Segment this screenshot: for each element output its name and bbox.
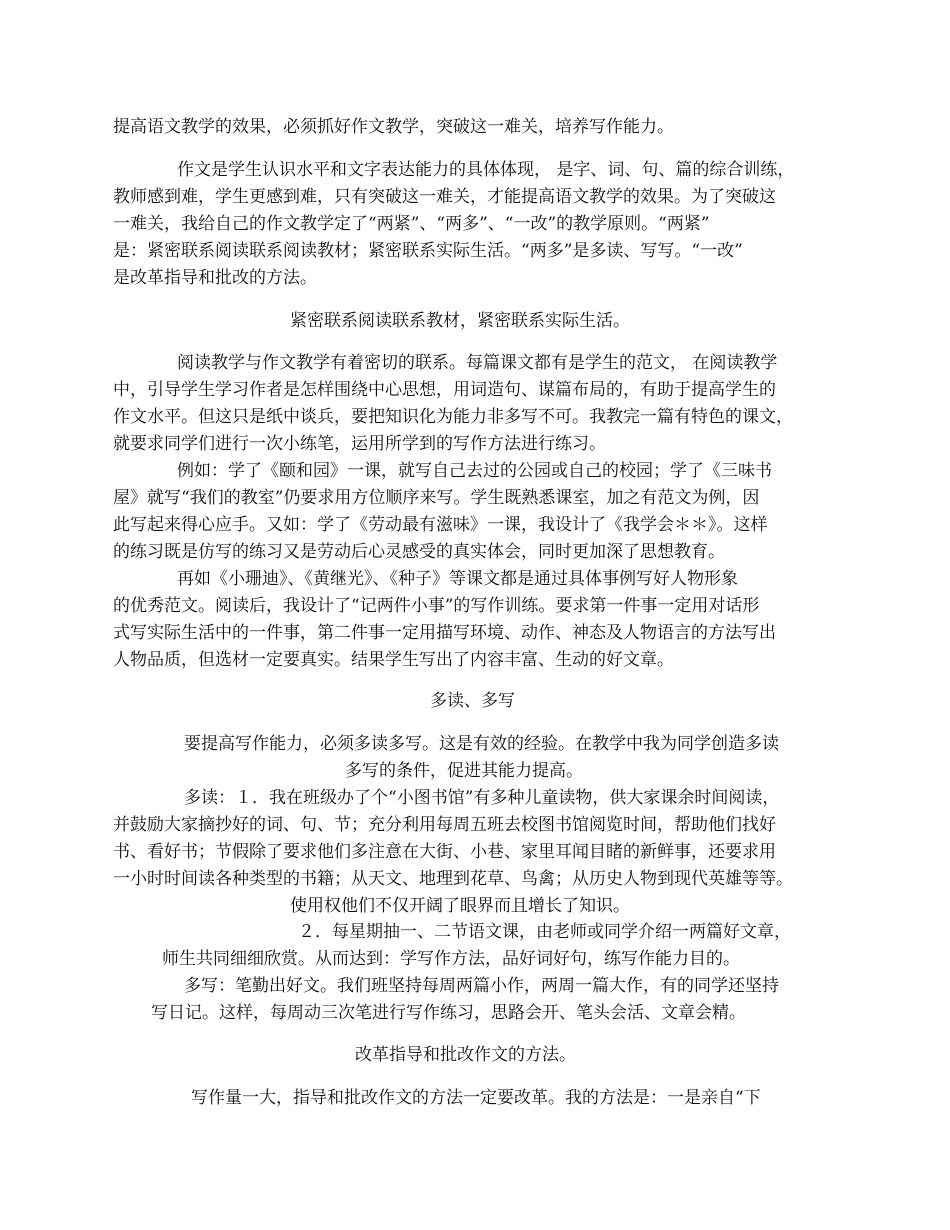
paragraph-line: 就要求同学们进行一次小练笔，运用所学到的写作方法进行练习。 (113, 434, 606, 454)
paragraph-line: 人物品质，但选材一定要真实。结果学生写出了内容丰富、生动的好文章。 (113, 650, 674, 670)
paragraph-line: 并鼓励大家摘抄好的词、句、节；充分利用每周五班去校图书馆阅览时间，帮助他们找好 (113, 815, 776, 835)
section-heading: 多读、多写 (430, 691, 515, 711)
paragraph-line: 书、看好书；节假除了要求他们多注意在大街、小巷、家里耳闻目睹的新鲜事，还要求用 (113, 842, 776, 862)
paragraph-line: 多读：１．我在班级办了个“小图书馆”有多种儿童读物，供大家课余时间阅读， (184, 788, 780, 808)
paragraph-line: 此写起来得心应手。又如：学了《劳动最有滋味》一课，我设计了《我学会＊＊》。这样 (113, 515, 768, 535)
section-heading: 紧密联系阅读联系教材，紧密联系实际生活。 (290, 311, 630, 331)
paragraph-line: 一难关，我给自己的作文教学定了“两紧”、“两多”、“一改”的教学原则。“两紧” (113, 214, 710, 234)
paragraph-line: 作文水平。但这只是纸中谈兵，要把知识化为能力非多写不可。我教完一篇有特色的课文， (113, 407, 793, 427)
paragraph-line: 教师感到难，学生更感到难，只有突破这一难关，才能提高语文教学的效果。为了突破这 (113, 187, 776, 207)
paragraph-line: 一小时时间读各种类型的书籍；从天文、地理到花草、鸟禽；从历史人物到现代英雄等等。 (113, 869, 793, 889)
paragraph-line: 多写的条件，促进其能力提高。 (345, 761, 583, 781)
paragraph-line: 的优秀范文。阅读后，我设计了“记两件小事”的写作训练。要求第一件事一定用对话形 (113, 596, 760, 616)
paragraph-line: 式写实际生活中的一件事，第二件事一定用描写环境、动作、神态及人物语言的方法写出 (113, 623, 776, 643)
paragraph-line: 阅读教学与作文教学有着密切的联系。每篇课文都有是学生的范文， 在阅读教学 (177, 353, 778, 373)
paragraph-line: 是改革指导和批改的方法。 (113, 268, 317, 288)
paragraph-line: 师生共同细细欣赏。从而达到：学写作方法，品好词好句，练写作能力目的。 (162, 949, 740, 969)
paragraph-line: 写日记。这样，每周动三次笔进行写作练习，思路会开、笔头会活、文章会精。 (151, 1003, 746, 1023)
paragraph-line: 中，引导学生学习作者是怎样围绕中心思想，用词造句、谋篇布局的，有助于提高学生的 (113, 380, 776, 400)
paragraph-line: 提高语文教学的效果，必须抓好作文教学，突破这一难关，培养写作能力。 (113, 117, 674, 137)
paragraph-line: 再如《小珊迪》、《黄继光》、《种子》等课文都是通过具体事例写好人物形象 (177, 569, 738, 589)
paragraph-line: 多写：笔勤出好文。我们班坚持每周两篇小作，两周一篇大作，有的同学还坚持 (184, 976, 779, 996)
paragraph-line: 例如：学了《颐和园》一课，就写自己去过的公园或自己的校园；学了《三味书 (177, 461, 772, 481)
paragraph-line: 作文是学生认识水平和文字表达能力的具体体现， 是字、词、句、篇的综合训练， (177, 160, 795, 180)
paragraph-line: 屋》就写“我们的教室”仍要求用方位顺序来写。学生既熟悉课室，加之有范文为例，因 (113, 488, 760, 508)
paragraph-line: 使用权他们不仅开阔了眼界而且增长了知识。 (290, 896, 630, 916)
paragraph-line: 的练习既是仿写的练习又是劳动后心灵感受的真实体会，同时更加深了思想教育。 (113, 542, 725, 562)
paragraph-line: 写作量一大，指导和批改作文的方法一定要改革。我的方法是：一是亲自“下 (191, 1088, 761, 1108)
paragraph-line: ２．每星期抽一、二节语文课，由老师或同学介绍一两篇好文章， (298, 922, 791, 942)
section-heading: 改革指导和批改作文的方法。 (355, 1045, 576, 1065)
paragraph-line: 是：紧密联系阅读联系阅读教材；紧密联系实际生活。“两多”是多读、写写。“一改” (113, 241, 743, 261)
paragraph-line: 要提高写作能力，必须多读多写。这是有效的经验。在教学中我为同学创造多读 (184, 734, 779, 754)
